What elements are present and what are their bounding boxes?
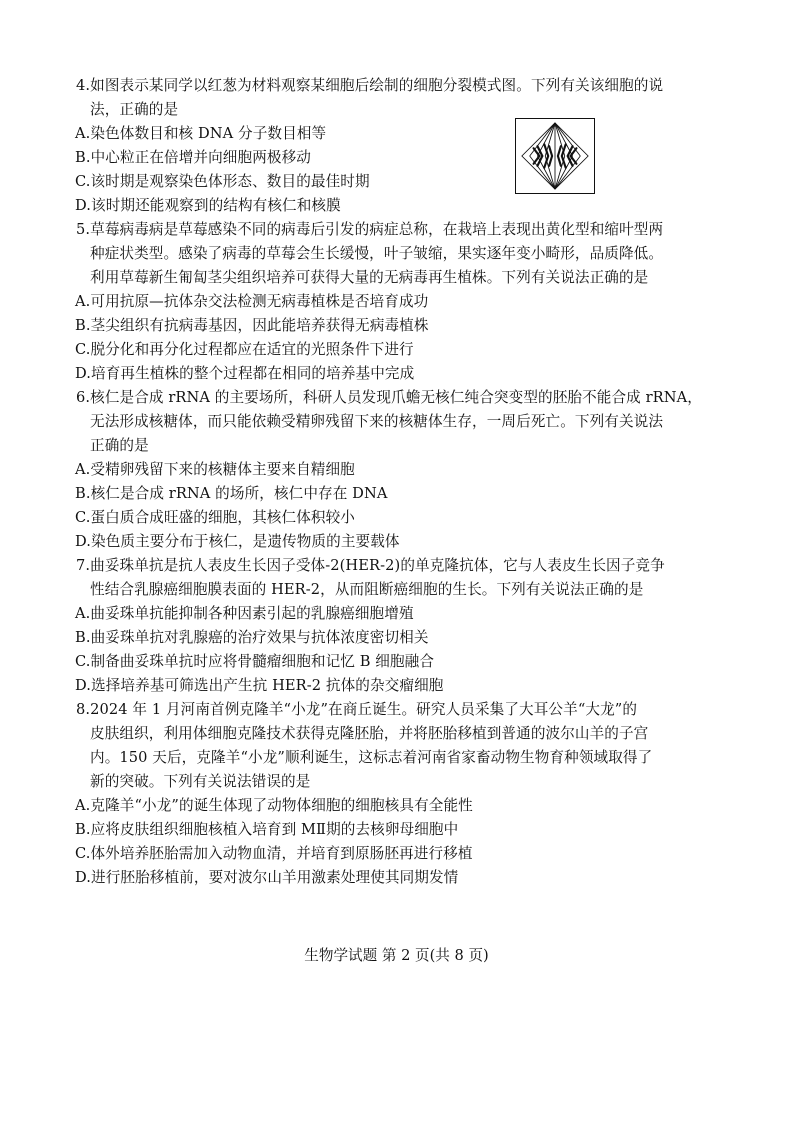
q5-option-d: D.培育再生植株的整个过程都在相同的培养基中完成	[75, 365, 415, 382]
q6-option-d: D.染色质主要分布于核仁，是遗传物质的主要载体	[75, 533, 400, 550]
cell-division-figure	[515, 118, 595, 194]
q4-option-a: A.染色体数目和核 DNA 分子数目相等	[75, 125, 327, 142]
q4-option-d: D.该时期还能观察到的结构有核仁和核膜	[75, 197, 341, 214]
page-footer: 生物学试题 第 2 页(共 8 页)	[304, 947, 489, 964]
q8-option-d: D.进行胚胎移植前，要对波尔山羊用激素处理使其同期发情	[75, 869, 459, 886]
spindle-diagram	[516, 119, 594, 193]
q5-number: 5.	[76, 221, 91, 238]
q4-stem-2: 法，正确的是	[90, 101, 179, 118]
q4-line-1	[76, 76, 663, 96]
q6-line-1	[76, 388, 702, 408]
q5-stem-2: 种症状类型。感染了病毒的草莓会生长缓慢，叶子皱缩，果实逐年变小畸形，品质降低。	[90, 245, 664, 262]
q8-option-c: C.体外培养胚胎需加入动物血清，并培育到原肠胚再进行移植	[75, 845, 473, 862]
q4-option-b: B.中心粒正在倍增并向细胞两极移动	[75, 149, 311, 166]
q7-option-a: A.曲妥珠单抗能抑制各种因素引起的乳腺癌细胞增殖	[75, 605, 414, 622]
q7-option-b: B.曲妥珠单抗对乳腺癌的治疗效果与抗体浓度密切相关	[75, 629, 429, 646]
q5-stem-1: 草莓病毒病是草莓感染不同的病毒后引发的病症总称，在栽培上表现出黄化型和缩叶型两	[90, 221, 664, 238]
q8-line-1	[76, 700, 637, 720]
q5-line-1	[76, 220, 663, 240]
q8-option-a: A.克隆羊“小龙”的诞生体现了动物体细胞的细胞核具有全能性	[75, 797, 473, 814]
q6-stem-2: 无法形成核糖体，而只能依赖受精卵残留下来的核糖体生存，一周后死亡。下列有关说法	[90, 413, 664, 430]
q5-option-c: C.脱分化和再分化过程都应在适宜的光照条件下进行	[75, 341, 414, 358]
q4-option-c: C.该时期是观察染色体形态、数目的最佳时期	[75, 173, 370, 190]
q8-stem-2: 皮肤组织，利用体细胞克隆技术获得克隆胚胎，并将胚胎移植到普通的波尔山羊的子宫	[90, 725, 649, 742]
q5-option-a: A.可用抗原—抗体杂交法检测无病毒植株是否培育成功	[75, 293, 429, 310]
q4-number: 4.	[76, 77, 91, 94]
q5-stem-3: 利用草莓新生匍匐茎尖组织培养可获得大量的无病毒再生植株。下列有关说法正确的是	[90, 269, 649, 286]
q7-stem-1: 曲妥珠单抗是抗人表皮生长因子受体-2(HER-2)的单克隆抗体，它与人表皮生长因子竞争	[90, 557, 665, 574]
q7-option-c: C.制备曲妥珠单抗时应将骨髓瘤细胞和记忆 B 细胞融合	[75, 653, 435, 670]
q8-option-b: B.应将皮肤组织细胞核植入培育到 MⅡ期的去核卵母细胞中	[75, 821, 459, 838]
q5-option-b: B.茎尖组织有抗病毒基因，因此能培养获得无病毒植株	[75, 317, 429, 334]
q8-number: 8.	[76, 701, 91, 718]
q6-number: 6.	[76, 389, 91, 406]
q8-stem-4: 新的突破。下列有关说法错误的是	[90, 773, 311, 790]
q7-stem-2: 性结合乳腺癌细胞膜表面的 HER-2，从而阻断癌细胞的生长。下列有关说法正确的是	[90, 581, 644, 598]
q6-stem-1: 核仁是合成 rRNA 的主要场所，科研人员发现爪蟾无核仁纯合突变型的胚胎不能合成 rRNA，	[90, 389, 702, 406]
q6-option-c: C.蛋白质合成旺盛的细胞，其核仁体积较小	[75, 509, 355, 526]
q4-stem-1: 如图表示某同学以红葱为材料观察某细胞后绘制的细胞分裂模式图。下列有关该细胞的说	[90, 77, 664, 94]
q8-stem-1: 2024 年 1 月河南首例克隆羊“小龙”在商丘诞生。研究人员采集了大耳公羊“大龙”的	[90, 701, 638, 718]
q6-option-a: A.受精卵残留下来的核糖体主要来自精细胞	[75, 461, 355, 478]
q6-stem-3: 正确的是	[90, 437, 149, 454]
q7-number: 7.	[76, 557, 91, 574]
q7-option-d: D.选择培养基可筛选出产生抗 HER-2 抗体的杂交瘤细胞	[75, 677, 444, 694]
q7-line-1	[76, 556, 665, 576]
q8-stem-3: 内。150 天后，克隆羊“小龙”顺利诞生，这标志着河南省家畜动物生物育种领域取得了	[90, 749, 653, 766]
q6-option-b: B.核仁是合成 rRNA 的场所，核仁中存在 DNA	[75, 485, 388, 502]
